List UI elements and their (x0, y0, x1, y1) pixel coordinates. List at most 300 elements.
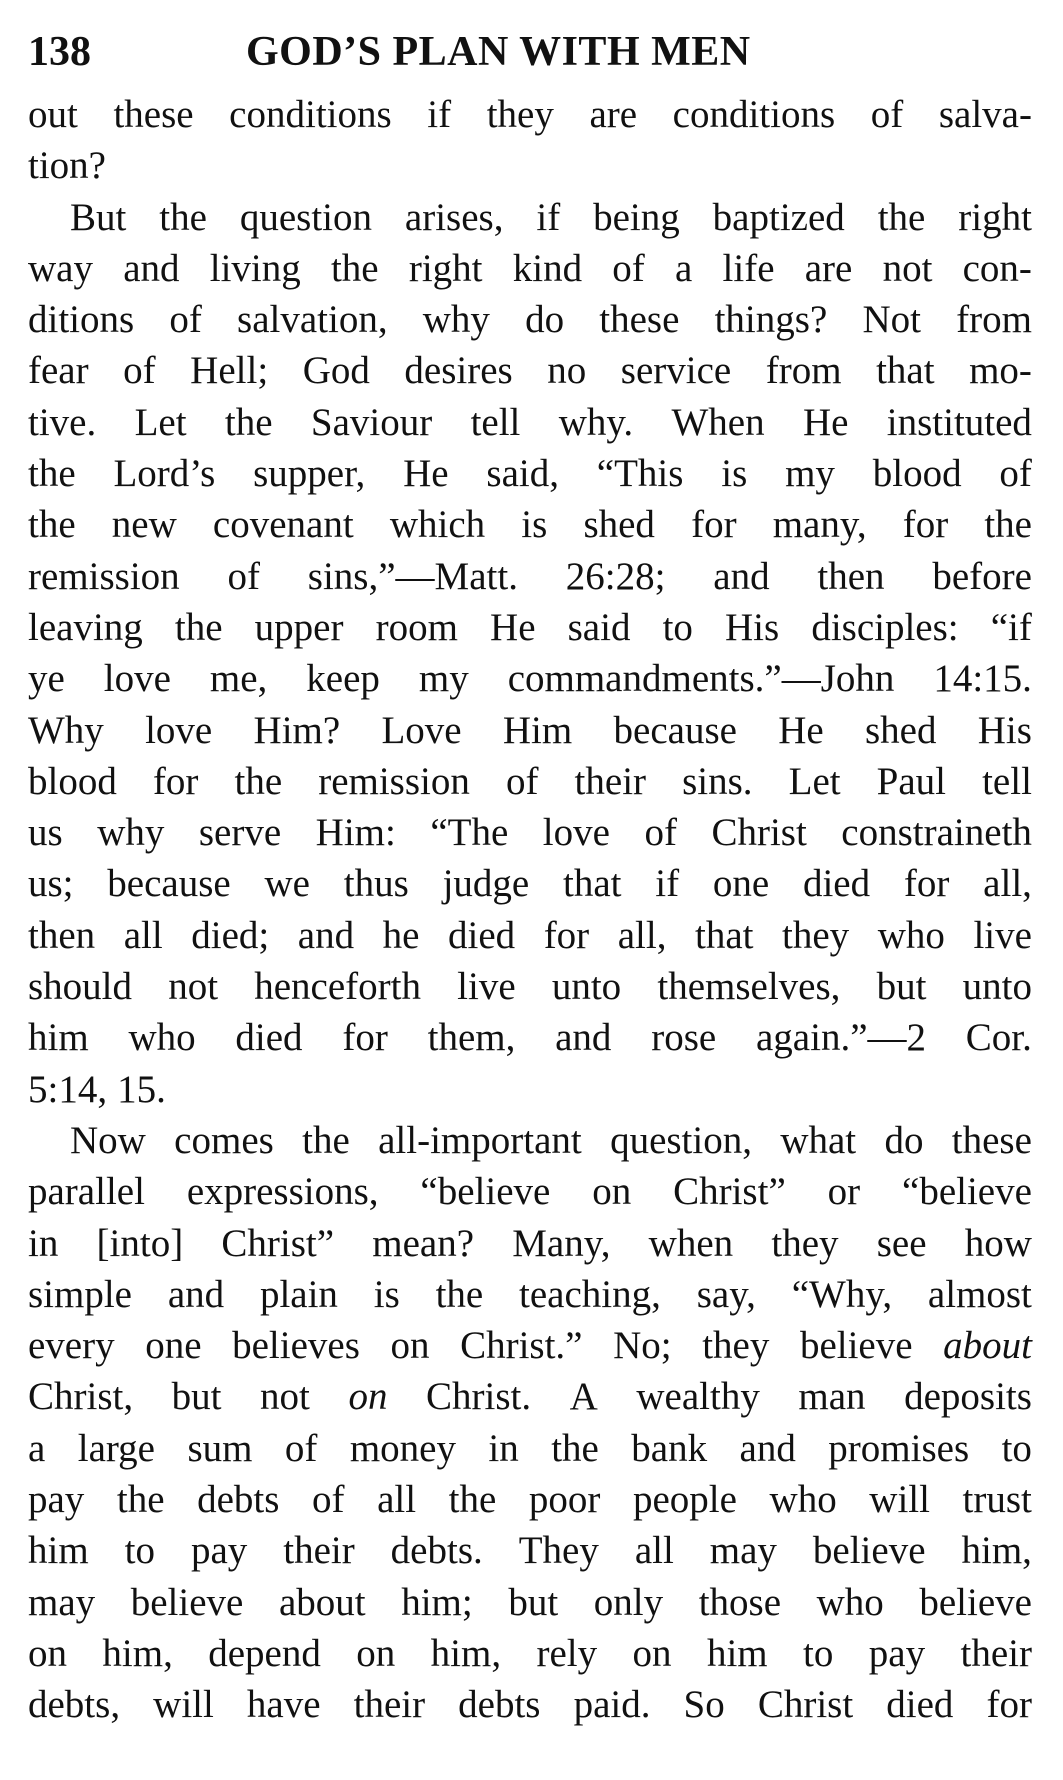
text-line (28, 807, 1032, 858)
text-line (28, 961, 1032, 1012)
word: paid. (573, 1683, 651, 1727)
word: for (152, 759, 199, 803)
word: for (691, 503, 737, 547)
word: blood (872, 452, 962, 496)
word: then (28, 913, 96, 957)
text-line (28, 1423, 1032, 1474)
word: bank (631, 1426, 708, 1470)
word: that (876, 349, 935, 393)
word: from (765, 349, 842, 393)
word: believes (232, 1324, 360, 1368)
word: 5:14, (28, 1067, 108, 1111)
word: is (373, 1272, 400, 1316)
word: he (382, 913, 420, 957)
word: But (70, 195, 127, 239)
word: a (675, 246, 693, 290)
word: He (802, 400, 849, 444)
word: their (960, 1631, 1032, 1675)
word: His (977, 708, 1032, 752)
word: [into] (96, 1221, 184, 1265)
word: way (28, 246, 93, 290)
word: Love (381, 708, 462, 752)
word: who (769, 1478, 837, 1522)
word: do (525, 298, 565, 342)
word: or (827, 1170, 861, 1214)
word: serve (198, 811, 282, 855)
word: for (543, 913, 590, 957)
text-line (28, 1064, 1032, 1115)
word: about (943, 1324, 1032, 1368)
word: Not (862, 298, 921, 342)
word: who (877, 913, 945, 957)
word: out (28, 93, 78, 136)
word: for (342, 1016, 388, 1060)
word: do (884, 1118, 924, 1162)
word: plain (259, 1272, 338, 1316)
word: their (283, 1529, 355, 1573)
word: the (551, 1426, 599, 1470)
word: constraineth (841, 811, 1032, 855)
word: money (349, 1426, 456, 1470)
word: love (103, 657, 171, 701)
word: me, (209, 657, 268, 701)
word: sins. (682, 759, 753, 803)
text-line (28, 294, 1032, 345)
word: not (168, 965, 219, 1009)
word: they (782, 913, 850, 957)
text-line (28, 602, 1032, 653)
word: of (644, 811, 677, 855)
word: 14:15. (933, 657, 1032, 701)
word: sins,”—Matt. (307, 554, 518, 598)
word: right (958, 195, 1032, 239)
word: rose (651, 1016, 717, 1060)
word: kind (512, 246, 583, 290)
text-line (28, 397, 1032, 448)
word: “This (596, 452, 684, 496)
word: said (567, 605, 631, 649)
word: and (713, 554, 770, 598)
word: henceforth (254, 965, 421, 1009)
word: man (798, 1375, 866, 1419)
word: teaching, (519, 1272, 661, 1316)
word: but (171, 1375, 222, 1419)
word: on (348, 1375, 388, 1419)
word: unto (962, 965, 1032, 1009)
word: question (239, 195, 372, 239)
word: one (712, 862, 770, 906)
page-number: 138 (28, 29, 91, 75)
word: salvation, (237, 298, 388, 342)
word: rely (536, 1631, 598, 1675)
text-line (28, 1269, 1032, 1320)
word: So (683, 1683, 725, 1727)
word: these (113, 93, 194, 136)
word: the (330, 246, 379, 290)
word: him; (401, 1580, 473, 1624)
word: leaving (28, 605, 143, 649)
word: died (886, 1683, 954, 1727)
word: will (153, 1683, 214, 1727)
word: of (284, 1426, 318, 1470)
word: but (876, 965, 927, 1009)
word: these (951, 1118, 1032, 1162)
word: him (28, 1016, 89, 1060)
text-line (28, 910, 1032, 961)
word: believe (812, 1529, 926, 1573)
word: wealthy (636, 1375, 760, 1419)
word: my (418, 657, 469, 701)
word: have (246, 1683, 321, 1727)
text-line (28, 1679, 1032, 1730)
word: parallel (28, 1170, 145, 1214)
word: may (709, 1529, 777, 1573)
word: remission (318, 759, 470, 803)
word: they (771, 1221, 839, 1265)
word: question, (610, 1118, 752, 1162)
word: Him: (315, 811, 396, 855)
word: Let (788, 759, 841, 803)
word: died (447, 913, 516, 957)
word: life (722, 246, 775, 290)
word: unto (551, 965, 622, 1009)
word: which (389, 503, 486, 547)
word: us; (28, 862, 74, 906)
word: why (97, 811, 165, 855)
word: conditions (229, 93, 392, 136)
word: when (648, 1221, 734, 1265)
word: ye (28, 657, 65, 701)
word: because (613, 708, 737, 752)
word: that (563, 862, 622, 906)
word: They (518, 1529, 599, 1573)
word: for (902, 503, 949, 547)
word: all (377, 1478, 417, 1522)
word: who (128, 1016, 196, 1060)
word: people (632, 1478, 737, 1522)
word: things? (714, 298, 828, 342)
running-title: GOD’S PLAN WITH MEN (246, 29, 751, 75)
word: comes (174, 1118, 274, 1162)
word: and (167, 1272, 225, 1316)
text-line (28, 1320, 1032, 1371)
word: Paul (876, 759, 947, 803)
word: only (593, 1580, 664, 1624)
word: him, (430, 1631, 502, 1675)
word: on (592, 1170, 632, 1214)
word: 26:28; (565, 554, 666, 598)
word: died (802, 862, 871, 906)
word: being (593, 195, 680, 239)
word: Him? (253, 708, 341, 752)
word: and (555, 1016, 612, 1060)
word: not (260, 1375, 310, 1419)
word: who (816, 1580, 884, 1624)
word: the (159, 195, 207, 239)
word: of (312, 1478, 345, 1522)
text-line (28, 89, 1032, 140)
word: Him (502, 708, 573, 752)
word: many, (772, 503, 867, 547)
word: of (227, 554, 260, 598)
word: Christ” (673, 1170, 786, 1214)
word: in (488, 1426, 519, 1470)
word: how (964, 1221, 1032, 1265)
word: 15. (117, 1067, 166, 1111)
word: of (999, 452, 1032, 496)
word: from (956, 298, 1032, 342)
word: debts, (28, 1683, 121, 1727)
word: tell (982, 759, 1032, 803)
word: His (725, 605, 780, 649)
text-line (28, 140, 1032, 191)
word: us (28, 811, 63, 855)
word: of (612, 246, 645, 290)
word: is (721, 452, 748, 496)
word: why. (558, 400, 634, 444)
word: their (574, 759, 647, 803)
word: remission (28, 554, 180, 598)
word: they (486, 93, 554, 136)
word: Now (70, 1118, 146, 1162)
running-head (28, 18, 1032, 86)
word: all, (617, 913, 667, 957)
word: said, (486, 452, 559, 496)
word: in (28, 1221, 59, 1265)
word: and (739, 1426, 796, 1470)
word: desires (404, 349, 513, 393)
word: deposits (904, 1375, 1032, 1419)
word: the (116, 1478, 165, 1522)
word: died (235, 1016, 303, 1060)
word: commandments.”—John (507, 657, 895, 701)
word: instituted (886, 400, 1032, 444)
word: live (457, 965, 516, 1009)
word: him (706, 1631, 768, 1675)
word: what (780, 1118, 857, 1162)
word: blood (28, 759, 117, 803)
word: themselves, (657, 965, 841, 1009)
word: may (28, 1580, 96, 1624)
word: every (28, 1324, 115, 1368)
word: on (390, 1324, 430, 1368)
word: him (28, 1529, 89, 1573)
word: them, (427, 1016, 516, 1060)
body-text (28, 89, 1032, 1731)
word: the (448, 1478, 497, 1522)
word: tion? (28, 144, 106, 188)
word: all (634, 1529, 674, 1573)
word: one (145, 1324, 202, 1368)
word: A (569, 1375, 598, 1419)
word: fear (28, 349, 89, 393)
word: pay (28, 1478, 85, 1522)
word: will (869, 1478, 930, 1522)
word: before (932, 554, 1032, 598)
word: the (302, 1118, 350, 1162)
word: Christ (757, 1683, 854, 1727)
word: for (986, 1683, 1032, 1727)
word: debts. (390, 1529, 483, 1573)
word: that (695, 913, 754, 957)
word: believe (919, 1580, 1032, 1624)
word: Christ, (28, 1375, 134, 1419)
word: mo- (969, 349, 1032, 393)
word: Hell; (190, 349, 269, 393)
text-line (28, 345, 1032, 396)
text-line (28, 1115, 1032, 1166)
word: their (353, 1683, 426, 1727)
text-line (28, 551, 1032, 602)
word: for (903, 862, 950, 906)
text-line (28, 448, 1032, 499)
word: about (278, 1580, 366, 1624)
text-line (28, 1474, 1032, 1525)
word: the (174, 605, 223, 649)
word: Christ.” (460, 1324, 583, 1368)
word: on (356, 1631, 396, 1675)
word: pay (868, 1631, 926, 1675)
word: then (817, 554, 885, 598)
text-line (28, 1525, 1032, 1576)
word: mean? (372, 1221, 475, 1265)
word: if (655, 862, 680, 906)
text-line (28, 1577, 1032, 1628)
word: covenant (212, 503, 354, 547)
word: trust (962, 1478, 1032, 1522)
word: the (435, 1272, 484, 1316)
word: of (870, 93, 904, 136)
word: He (403, 452, 449, 496)
word: Christ” (221, 1221, 335, 1265)
word: expressions, (186, 1170, 379, 1214)
word: shed (864, 708, 937, 752)
word: Cor. (965, 1016, 1032, 1060)
word: love (542, 811, 610, 855)
word: “believe (420, 1170, 551, 1214)
word: almost (927, 1272, 1032, 1316)
word: to (662, 605, 693, 649)
word: new (111, 503, 177, 547)
word: supper, (253, 452, 366, 496)
word: believe (799, 1324, 913, 1368)
word: “Why, (791, 1272, 893, 1316)
word: should (28, 965, 133, 1009)
word: right (408, 246, 483, 290)
text-line (28, 1166, 1032, 1217)
word: Saviour (310, 400, 433, 444)
word: the (984, 503, 1032, 547)
word: him, (102, 1631, 173, 1675)
word: Lord’s (113, 452, 216, 496)
word: and (297, 913, 355, 957)
text-line (28, 192, 1032, 243)
word: these (599, 298, 680, 342)
word: upper (254, 605, 344, 649)
word: disciples: (811, 605, 959, 649)
word: debts (458, 1683, 541, 1727)
word: of (169, 298, 202, 342)
word: Christ (711, 811, 807, 855)
word: believe (130, 1580, 244, 1624)
word: are (804, 246, 853, 290)
word: shed (583, 503, 655, 547)
word: see (876, 1221, 927, 1265)
word: those (698, 1580, 782, 1624)
word: the (28, 503, 76, 547)
word: tive. (28, 400, 97, 444)
word: conditions (672, 93, 836, 136)
text-line (28, 1218, 1032, 1269)
word: arises, (404, 195, 504, 239)
word: we (264, 862, 310, 906)
word: live (973, 913, 1032, 957)
word: baptized (712, 195, 845, 239)
word: if (536, 195, 561, 239)
word: love (145, 708, 213, 752)
word: him, (961, 1529, 1032, 1573)
word: salva- (938, 93, 1032, 136)
word: judge (442, 862, 530, 906)
word: When (671, 400, 765, 444)
word: and (123, 246, 180, 290)
word: of (505, 759, 539, 803)
word: pay (190, 1529, 248, 1573)
word: my (785, 452, 835, 496)
word: the (224, 400, 273, 444)
word: thus (343, 862, 409, 906)
word: He (490, 605, 536, 649)
word: service (620, 349, 732, 393)
word: if (427, 93, 452, 136)
word: all (123, 913, 163, 957)
word: no (547, 349, 587, 393)
word: depend (208, 1631, 321, 1675)
word: tell (470, 400, 521, 444)
text-line (28, 1371, 1032, 1422)
word: died; (191, 913, 270, 957)
word: again.”—2 (755, 1016, 926, 1060)
word: “The (430, 811, 509, 855)
text-line (28, 243, 1032, 294)
word: to (124, 1529, 155, 1573)
word: the (877, 195, 926, 239)
word: on (632, 1631, 672, 1675)
text-line (28, 756, 1032, 807)
word: Why (28, 708, 104, 752)
word: they (702, 1324, 770, 1368)
word: sum (187, 1426, 253, 1470)
word: Many, (512, 1221, 611, 1265)
word: No; (613, 1324, 672, 1368)
word: all-important (378, 1118, 582, 1162)
word: to (803, 1631, 834, 1675)
word: a (28, 1426, 46, 1470)
word: promises (828, 1426, 970, 1470)
text-line (28, 1628, 1032, 1679)
text-line (28, 858, 1032, 909)
word: God (302, 349, 370, 393)
word: “if (990, 605, 1032, 649)
word: say, (696, 1272, 756, 1316)
word: not (882, 246, 933, 290)
word: keep (306, 657, 380, 701)
word: but (508, 1580, 559, 1624)
word: ditions (28, 298, 135, 342)
word: of (123, 349, 156, 393)
word: poor (528, 1478, 601, 1522)
word: is (521, 503, 548, 547)
